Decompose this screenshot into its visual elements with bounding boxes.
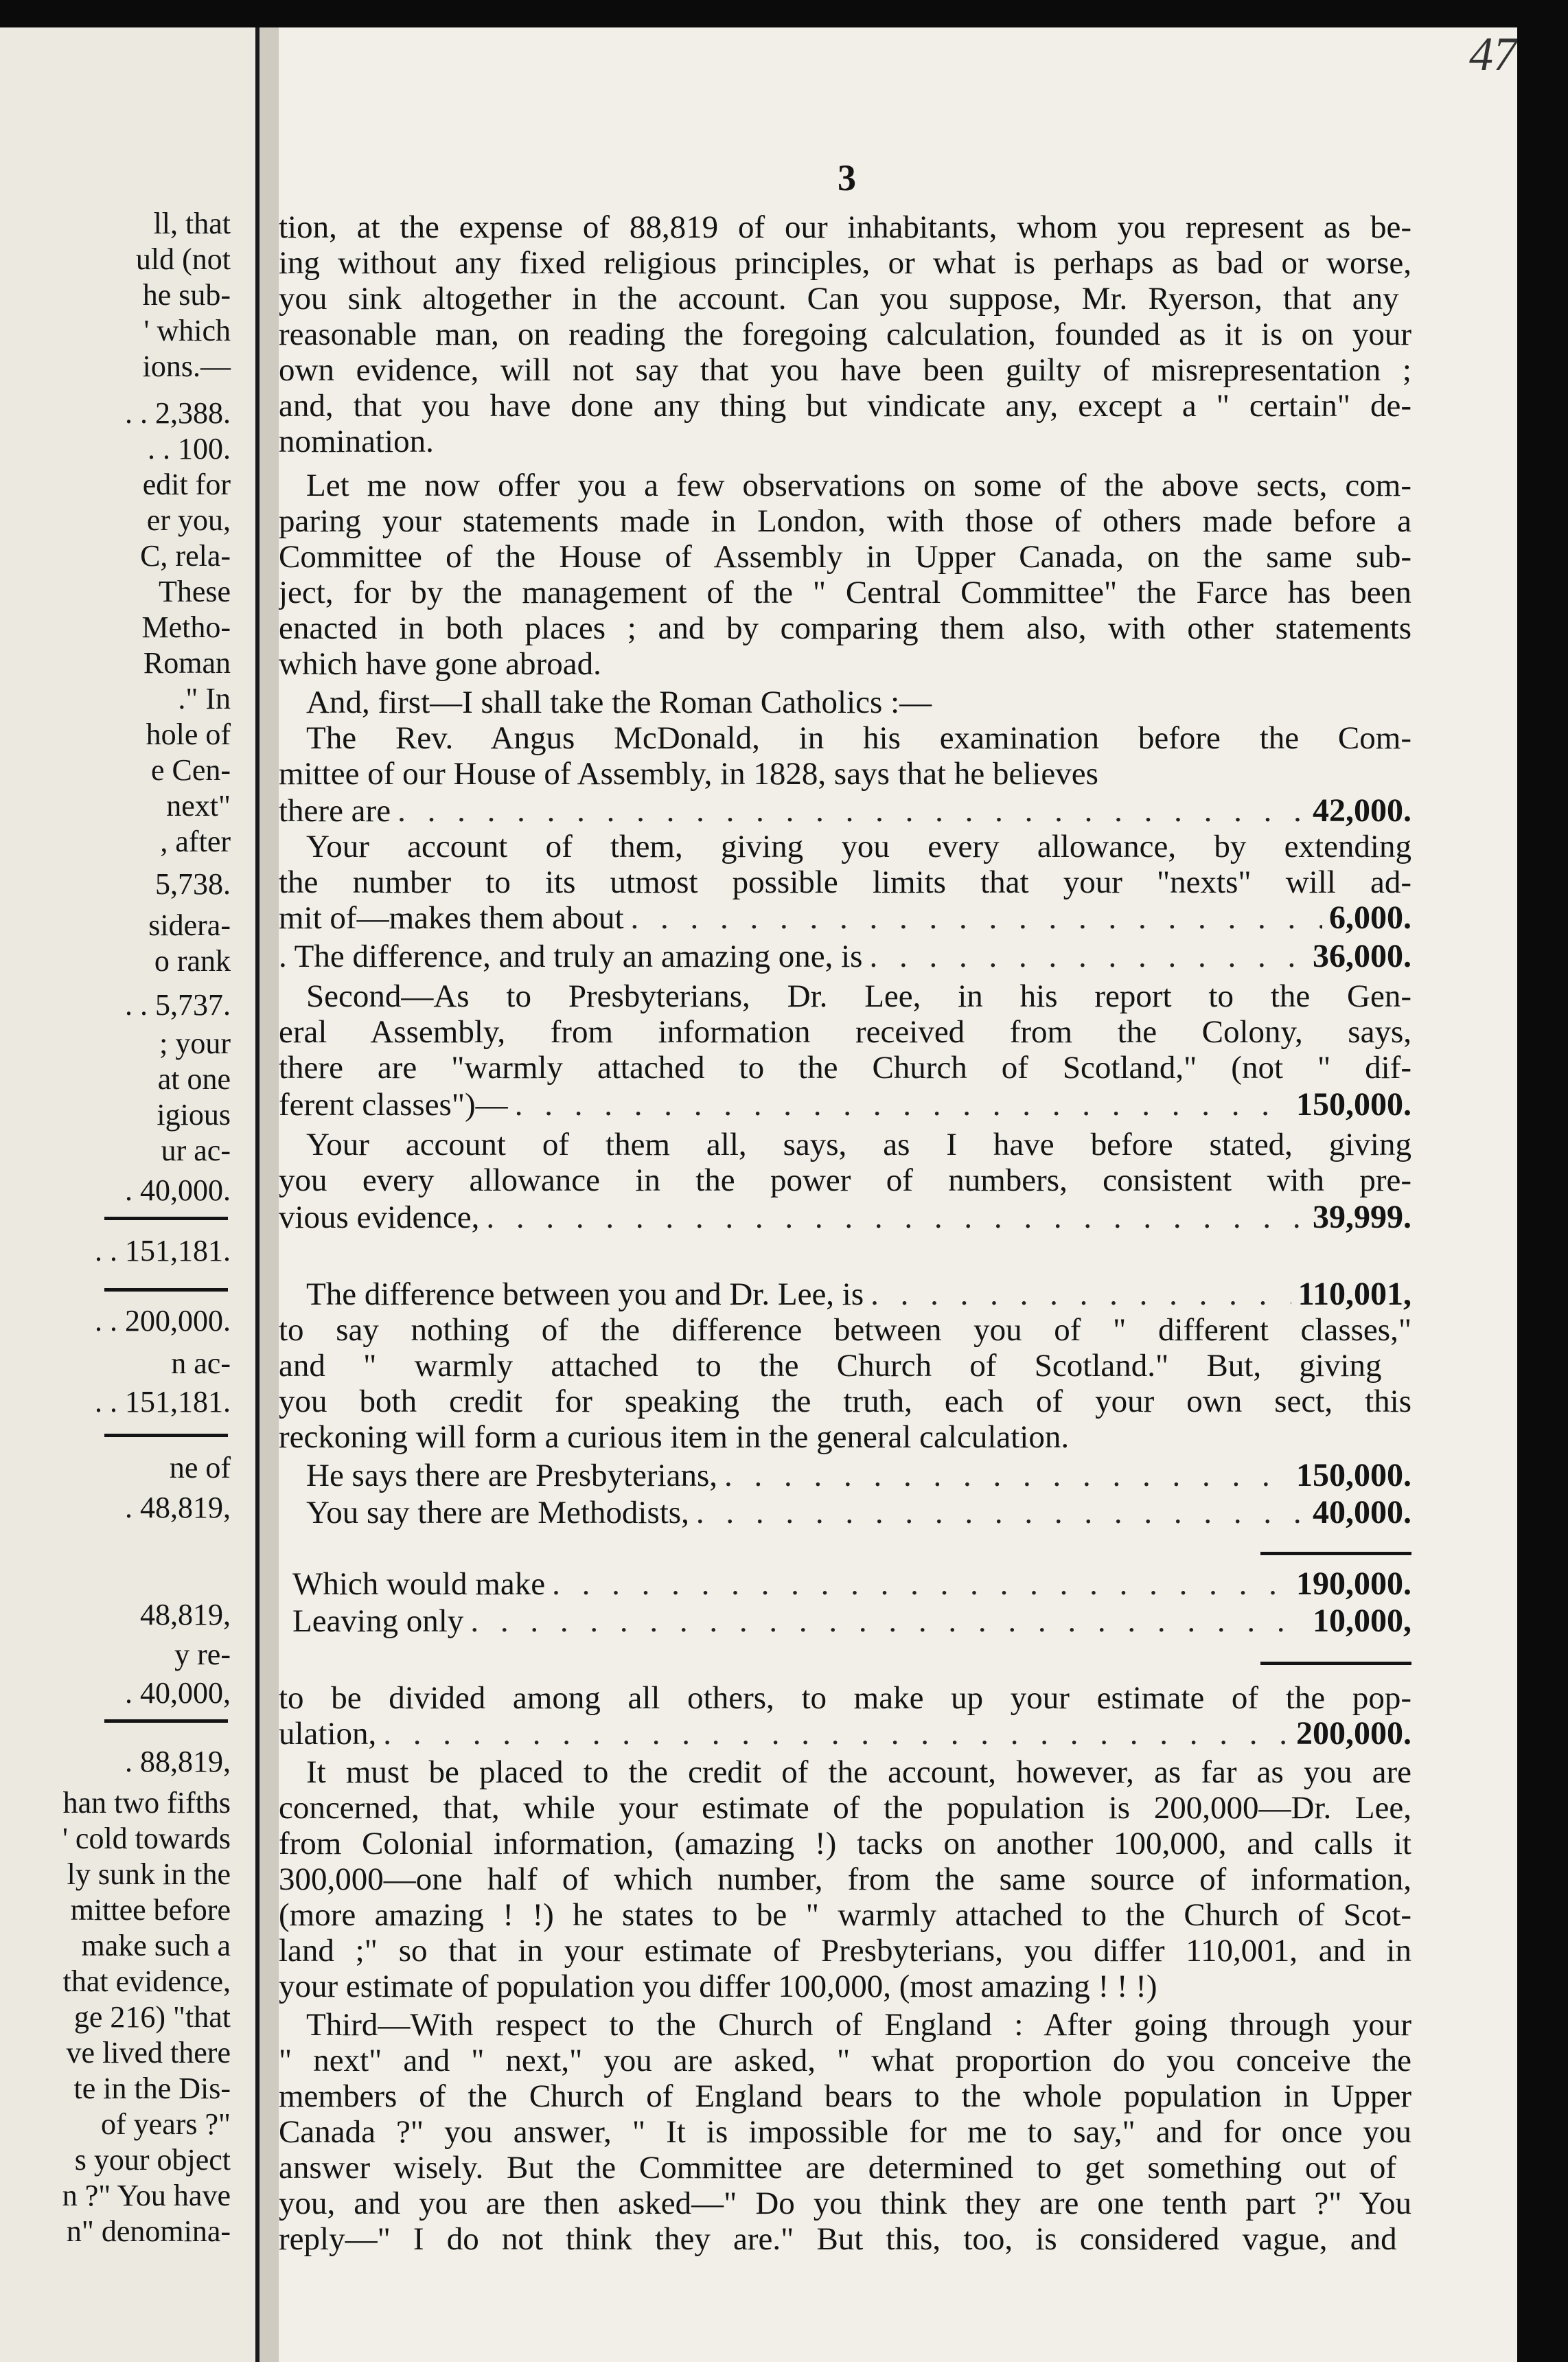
- left-page-line: that evidence,: [62, 1964, 231, 1998]
- text-line-content: It must be placed to the credit of the account, however, as far as you are: [306, 1754, 1411, 1790]
- main-page: [279, 27, 1517, 2362]
- leader-dots: [383, 1715, 1289, 1752]
- left-page-rule: [104, 1288, 228, 1292]
- text-line-content: concerned, that, while your estimate of the population is 200,000—Dr. Lee,: [279, 1790, 1411, 1826]
- tally-row: [306, 1494, 1411, 1531]
- left-page-line: ly sunk in the: [67, 1857, 231, 1891]
- text-line-content: to be divided among all others, to make up your estimate of the pop-: [279, 1680, 1411, 1716]
- left-page-line: ve lived there: [66, 2036, 231, 2069]
- text-line-content: ject, for by the management of the " Central Committee" the Farce has been: [279, 575, 1411, 610]
- tally-value: 39,999.: [1313, 1199, 1411, 1235]
- left-page-line: next": [166, 789, 231, 823]
- left-page-line: ne of: [169, 1451, 231, 1484]
- tally-label: there are: [279, 793, 391, 829]
- text-line-content: and " warmly attached to the Church of Scotland." But, giving: [279, 1348, 1382, 1384]
- text-line: [279, 610, 1411, 647]
- tally-value: 40,000.: [1313, 1494, 1411, 1530]
- sum-rule: [1260, 1552, 1411, 1555]
- tally-label: . The difference, and truly an amazing one, is: [279, 939, 863, 974]
- left-page-rule: [104, 1217, 228, 1220]
- text-line-content: to say nothing of the difference between you of " different classes,": [279, 1312, 1411, 1348]
- text-line-content: you every allowance in the power of numbers, consistent with pre-: [279, 1162, 1411, 1198]
- tally-value: 200,000.: [1296, 1715, 1411, 1752]
- left-page-line: C, rela-: [140, 539, 231, 573]
- text-line: [279, 864, 1411, 901]
- tally-row: [292, 1566, 1411, 1603]
- tally-label: The difference between you and Dr. Lee, is: [306, 1276, 864, 1312]
- left-page-line: edit for: [142, 468, 231, 501]
- left-page-line: . . 2,388.: [125, 396, 231, 430]
- text-line: [279, 2042, 1411, 2079]
- text-line: [306, 828, 1411, 865]
- tally-label: He says there are Presbyterians,: [306, 1458, 718, 1493]
- text-line-content: Your account of them, giving you every allowance, by extending: [306, 829, 1411, 864]
- page-number: 3: [838, 157, 856, 198]
- tally-value: 110,001,: [1298, 1276, 1411, 1312]
- text-line-content: the number to its utmost possible limits that your "nexts" will ad-: [279, 864, 1411, 900]
- text-line-content: eral Assembly, from information received from the Colony, says,: [279, 1014, 1411, 1050]
- text-line: [306, 1754, 1411, 1791]
- leader-dots: [515, 1086, 1289, 1123]
- text-line: [279, 423, 1411, 460]
- left-page-line: sidera-: [148, 908, 231, 942]
- text-line-content: Third—With respect to the Church of England : After going through your: [306, 2007, 1411, 2043]
- text-line-content: Committee of the House of Assembly in Upper Canada, on the same sub-: [279, 539, 1411, 575]
- text-line-content: you, and you are then asked—" Do you think they are one tenth part ?" You: [279, 2186, 1411, 2221]
- text-line-content: land ;" so that in your estimate of Presbyterians, you differ 110,001, and in: [279, 1933, 1411, 1969]
- left-page-line: . . 151,181.: [95, 1385, 231, 1419]
- leader-dots: [397, 792, 1306, 829]
- text-line: [279, 1311, 1411, 1349]
- tally-value: 42,000.: [1313, 792, 1411, 829]
- text-line: [306, 978, 1411, 1015]
- left-page-line: igious: [157, 1098, 231, 1132]
- left-page-line: ; your: [159, 1027, 231, 1060]
- text-line: [279, 1013, 1411, 1051]
- tally-row: [279, 938, 1411, 975]
- left-page-line: . . 5,737.: [125, 988, 231, 1022]
- text-line-content: you both credit for speaking the truth, each of your own sect, this: [279, 1384, 1411, 1419]
- text-line: [306, 2006, 1411, 2043]
- tally-row: [292, 1603, 1411, 1640]
- leader-dots: [552, 1566, 1289, 1603]
- tally-label: You say there are Methodists,: [306, 1495, 689, 1530]
- left-page-line: . . 151,181.: [95, 1234, 231, 1268]
- tally-label: ferent classes")—: [279, 1087, 508, 1123]
- sum-rule: [1260, 1662, 1411, 1665]
- left-page-line: , after: [160, 825, 231, 858]
- text-line-content: Let me now offer you a few observations on some of the above sects, com-: [306, 468, 1411, 503]
- left-page-line: Metho-: [141, 610, 231, 644]
- text-line: [279, 1383, 1411, 1420]
- text-line: [279, 2185, 1411, 2222]
- left-page-line: ." In: [178, 682, 231, 715]
- text-line: [279, 2149, 1411, 2186]
- text-line: [279, 1932, 1411, 1969]
- left-page-line: 5,738.: [155, 867, 231, 901]
- left-page-line: of years ?": [101, 2107, 231, 2141]
- tally-value: 150,000.: [1296, 1457, 1411, 1493]
- tally-label: vious evidence,: [279, 1200, 480, 1235]
- text-line-content: answer wisely. But the Committee are determined to get something out of: [279, 2150, 1396, 2186]
- tally-value: 190,000.: [1296, 1566, 1411, 1602]
- text-line: [279, 2113, 1411, 2151]
- left-page-line: mittee before: [70, 1893, 231, 1927]
- left-page-line: . 48,819,: [125, 1491, 231, 1524]
- left-page-line: . 40,000,: [125, 1676, 231, 1710]
- left-page-rule: [104, 1434, 228, 1437]
- left-page-line: hole of: [146, 718, 231, 751]
- tally-row: [279, 792, 1411, 829]
- left-page-line: Roman: [143, 646, 231, 680]
- left-page-rule: [104, 1719, 228, 1723]
- left-page-line: n ?" You have: [62, 2179, 231, 2212]
- text-line-content: your estimate of population you differ 100,000, (most amazing ! ! !): [279, 1969, 1157, 2004]
- text-line-content: " next" and " next," you are asked, " what proportion do you conceive the: [279, 2043, 1411, 2078]
- left-page-fragment: [0, 27, 255, 2362]
- left-page-line: han two fifths: [62, 1786, 231, 1820]
- text-line: [279, 280, 1411, 317]
- text-line-content: reasonable man, on reading the foregoing calculation, founded as it is on your: [279, 317, 1411, 352]
- left-page-line: . 88,819,: [125, 1745, 231, 1778]
- left-page-line: . 40,000.: [125, 1173, 231, 1207]
- tally-value: 10,000,: [1313, 1603, 1411, 1639]
- text-line-content: tion, at the expense of 88,819 of our inhabitants, whom you represent as be-: [279, 209, 1411, 245]
- text-line-content: you sink altogether in the account. Can you suppose, Mr. Ryerson, that any: [279, 281, 1399, 317]
- left-page-line: he sub-: [142, 278, 231, 312]
- left-page-line: y re-: [174, 1638, 231, 1671]
- text-line-content: nomination.: [279, 424, 434, 459]
- text-line-content: mittee of our House of Assembly, in 1828, says that he believes: [279, 756, 1098, 792]
- leader-dots: [724, 1457, 1289, 1494]
- left-page-line: . . 100.: [148, 432, 231, 466]
- text-line-content: members of the Church of England bears to the whole population in Upper: [279, 2078, 1411, 2114]
- text-line: [279, 1049, 1411, 1086]
- left-page-line: uld (not: [135, 242, 231, 276]
- tally-row: [279, 1199, 1411, 1236]
- tally-row: [306, 1276, 1411, 1313]
- text-line: [306, 684, 1411, 721]
- text-line: [279, 2078, 1411, 2115]
- left-page-line: o rank: [154, 944, 231, 978]
- tally-row: [279, 1086, 1411, 1123]
- left-page-line: s your object: [74, 2143, 231, 2177]
- tally-value: 36,000.: [1313, 938, 1411, 974]
- text-line: [279, 352, 1411, 389]
- text-line: [306, 467, 1411, 504]
- text-line: [279, 1162, 1411, 1199]
- tally-row: [279, 1715, 1411, 1752]
- text-line: [306, 720, 1411, 757]
- text-line-content: which have gone abroad.: [279, 646, 601, 682]
- left-page-line: e Cen-: [150, 753, 231, 787]
- text-line: [279, 1347, 1411, 1384]
- text-line: [279, 1968, 1411, 2005]
- left-page-line: ' cold towards: [62, 1822, 231, 1855]
- tally-label: ulation,: [279, 1716, 377, 1752]
- text-line-content: Second—As to Presbyterians, Dr. Lee, in his report to the Gen-: [306, 978, 1411, 1014]
- text-line: [279, 244, 1411, 282]
- tally-row: [279, 899, 1411, 937]
- leader-dots: [486, 1199, 1306, 1236]
- leader-dots: [470, 1603, 1306, 1640]
- text-line-content: and, that you have done any thing but vindicate any, except a " certain" de-: [279, 388, 1411, 424]
- text-line: [279, 1861, 1411, 1898]
- tally-row: [306, 1457, 1411, 1494]
- text-line-content: there are "warmly attached to the Church of Scotland," (not " dif-: [279, 1050, 1411, 1086]
- left-page-line: at one: [157, 1062, 231, 1096]
- text-line-content: ing without any fixed religious principles, or what is perhaps as bad or worse,: [279, 245, 1411, 281]
- text-line: [279, 209, 1411, 246]
- tally-label: Leaving only: [292, 1603, 464, 1639]
- text-line-content: paring your statements made in London, with those of others made before a: [279, 503, 1411, 539]
- tally-label: mit of—makes them about: [279, 900, 624, 936]
- left-page-line: ' which: [143, 314, 231, 347]
- text-line: [279, 2221, 1411, 2258]
- leader-dots: [871, 1276, 1291, 1313]
- text-line: [306, 1126, 1411, 1163]
- text-line: [279, 755, 1411, 792]
- text-line-content: (more amazing ! !) he states to be " warmly attached to the Church of Scot-: [279, 1897, 1411, 1933]
- left-page-line: 48,819,: [140, 1598, 231, 1631]
- text-line: [279, 1789, 1411, 1826]
- leader-dots: [631, 899, 1322, 937]
- left-page-line: make such a: [81, 1929, 231, 1962]
- left-page-line: ll, that: [153, 207, 231, 240]
- text-line-content: Your account of them all, says, as I have before stated, giving: [306, 1127, 1411, 1162]
- left-page-line: n ac-: [171, 1346, 231, 1380]
- page-handwritten-mark: 47: [1469, 28, 1517, 81]
- left-page-line: These: [158, 575, 231, 608]
- tally-value: 6,000.: [1329, 899, 1411, 936]
- tally-label: Which would make: [292, 1566, 546, 1602]
- text-line-content: 300,000—one half of which number, from the same source of information,: [279, 1861, 1411, 1897]
- left-page-line: ge 216) "that: [73, 2000, 231, 2034]
- leader-dots: [869, 938, 1306, 975]
- text-line: [279, 1679, 1411, 1717]
- text-line-content: own evidence, will not say that you have been guilty of misrepresentation ;: [279, 352, 1411, 388]
- text-line: [279, 1825, 1411, 1862]
- text-line: [279, 1896, 1411, 1934]
- left-page-line: ur ac-: [161, 1134, 231, 1167]
- text-line-content: And, first—I shall take the Roman Catholics :—: [306, 685, 932, 720]
- left-page-line: n" denomina-: [66, 2214, 231, 2248]
- text-line: [279, 645, 1411, 683]
- text-line: [279, 538, 1411, 575]
- left-page-line: . . 200,000.: [95, 1304, 231, 1338]
- text-line-content: enacted in both places ; and by comparing them also, with other statements: [279, 610, 1411, 646]
- text-line-content: reply—" I do not think they are." But this, too, is considered vague, and: [279, 2221, 1397, 2257]
- text-line-content: Canada ?" you answer, " It is impossible for me to say," and for once you: [279, 2114, 1411, 2150]
- text-line: [279, 387, 1411, 424]
- leader-dots: [696, 1494, 1306, 1531]
- text-line-content: reckoning will form a curious item in the general calculation.: [279, 1419, 1070, 1455]
- left-page-line: er you,: [146, 503, 231, 537]
- tally-value: 150,000.: [1296, 1086, 1411, 1123]
- text-line-content: from Colonial information, (amazing !) tacks on another 100,000, and calls it: [279, 1826, 1411, 1861]
- left-page-line: ions.—: [142, 349, 231, 383]
- text-line: [279, 1419, 1411, 1456]
- text-line: [279, 574, 1411, 611]
- text-line: [279, 316, 1411, 353]
- text-line: [279, 503, 1411, 540]
- text-line-content: The Rev. Angus McDonald, in his examination before the Com-: [306, 720, 1411, 756]
- left-page-line: te in the Dis-: [73, 2072, 231, 2105]
